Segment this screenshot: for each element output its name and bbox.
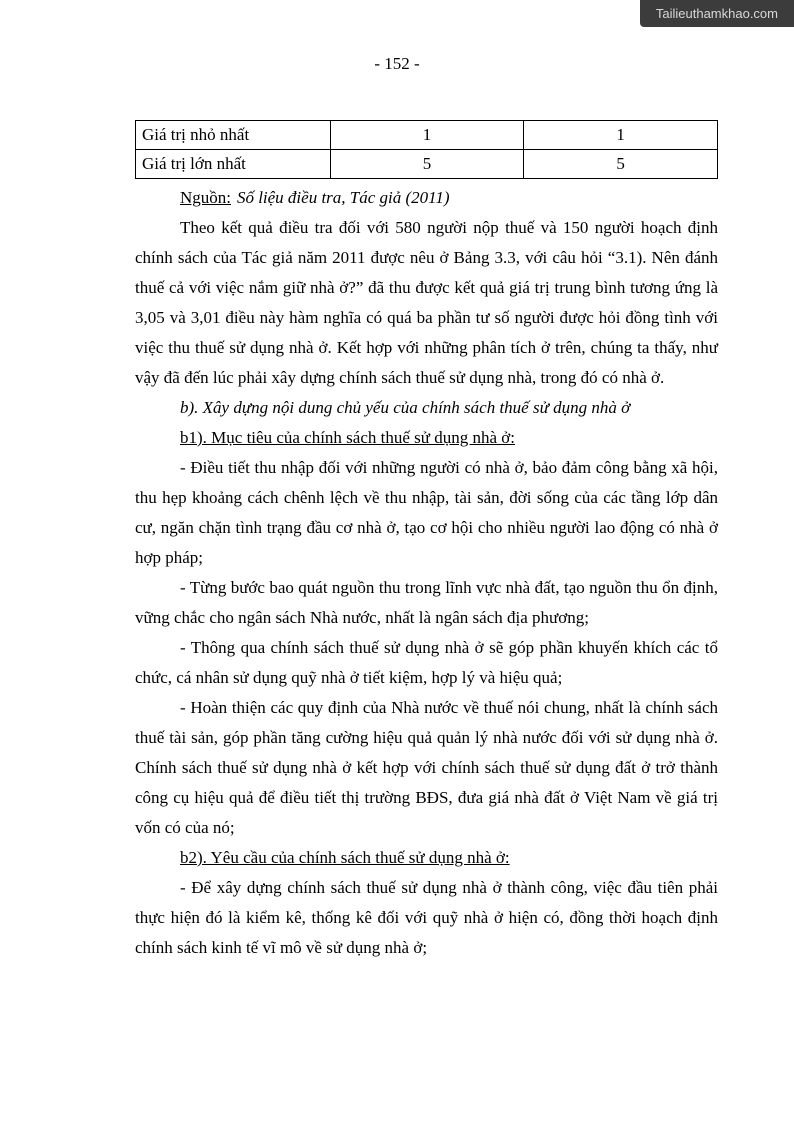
paragraph: - Từng bước bao quát nguồn thu trong lĩnh vực nhà đất, tạo nguồn thu ổn định, vững chắc cho ngân sách Nhà nước, nhất là ngân sách địa phương; [135,578,718,627]
source-label: Nguồn: [180,188,231,207]
paragraph: - Để xây dựng chính sách thuế sử dụng nhà ở thành công, việc đầu tiên phải thực hiện đó là kiểm kê, thống kê đối với quỹ nhà ở hiện có, đồng thời hoạch định chính sách kinh tế vĩ mô về sử dụng nhà ở; [135,878,718,957]
section-heading-b2: b2). Yêu cầu của chính sách thuế sử dụng nhà ở: [180,848,510,867]
table-row [136,121,718,150]
paragraph: - Hoàn thiện các quy định của Nhà nước về thuế nói chung, nhất là chính sách thuế tài sản, góp phần tăng cường hiệu quả quản lý nhà nước đối với sử dụng nhà ở. Chính sách thuế sử dụng nhà ở kết hợp với chính sách thuế sử dụng đất ở trở thành công cụ hiệu quả để điều tiết thị trường BĐS, đưa giá nhà đất ở Việt Nam về giá trị vốn có của nó; [135,698,718,837]
page-content [135,120,718,963]
row-value: 5 [330,150,524,179]
table-row [136,150,718,179]
section-heading-b: b). Xây dựng nội dung chủ yếu của chính sách thuế sử dụng nhà ở [180,398,631,417]
source-line [135,183,718,213]
section-heading-b1: b1). Mục tiêu của chính sách thuế sử dụng nhà ở: [180,428,515,447]
row-label: Giá trị nhỏ nhất [136,121,331,150]
row-label: Giá trị lớn nhất [136,150,331,179]
paragraph: - Thông qua chính sách thuế sử dụng nhà ở sẽ góp phần khuyến khích các tổ chức, cá nhân sử dụng quỹ nhà ở tiết kiệm, hợp lý và hiệu quả; [135,638,718,687]
row-value: 5 [524,150,718,179]
watermark-badge: Tailieuthamkhao.com [640,0,794,27]
statistics-table [135,120,718,179]
paragraph: - Điều tiết thu nhập đối với những người có nhà ở, bảo đảm công bằng xã hội, thu hẹp khoảng cách chênh lệch về thu nhập, tài sản, đời sống của các tầng lớp dân cư, ngăn chặn tình trạng đầu cơ nhà ở, tạo cơ hội cho nhiều người lao động có nhà ở hợp pháp; [135,458,718,567]
row-value: 1 [330,121,524,150]
source-text: Số liệu điều tra, Tác giả (2011) [236,188,450,207]
page-number: - 152 - [374,54,420,73]
row-value: 1 [524,121,718,150]
paragraph: Theo kết quả điều tra đối với 580 người nộp thuế và 150 người hoạch định chính sách của Tác giả năm 2011 được nêu ở Bảng 3.3, với câu hỏi “3.1). Nên đánh thuế cả với việc nắm giữ nhà ở?” đã thu được kết quả giá trị trung bình tương ứng là 3,05 và 3,01 điều này hàm nghĩa có quá ba phần tư số người được hỏi đồng tình với việc thu thuế sử dụng nhà ở. Kết hợp với những phân tích ở trên, chúng ta thấy, như vậy đã đến lúc phải xây dựng chính sách thuế sử dụng nhà, trong đó có nhà ở. [135,218,718,387]
